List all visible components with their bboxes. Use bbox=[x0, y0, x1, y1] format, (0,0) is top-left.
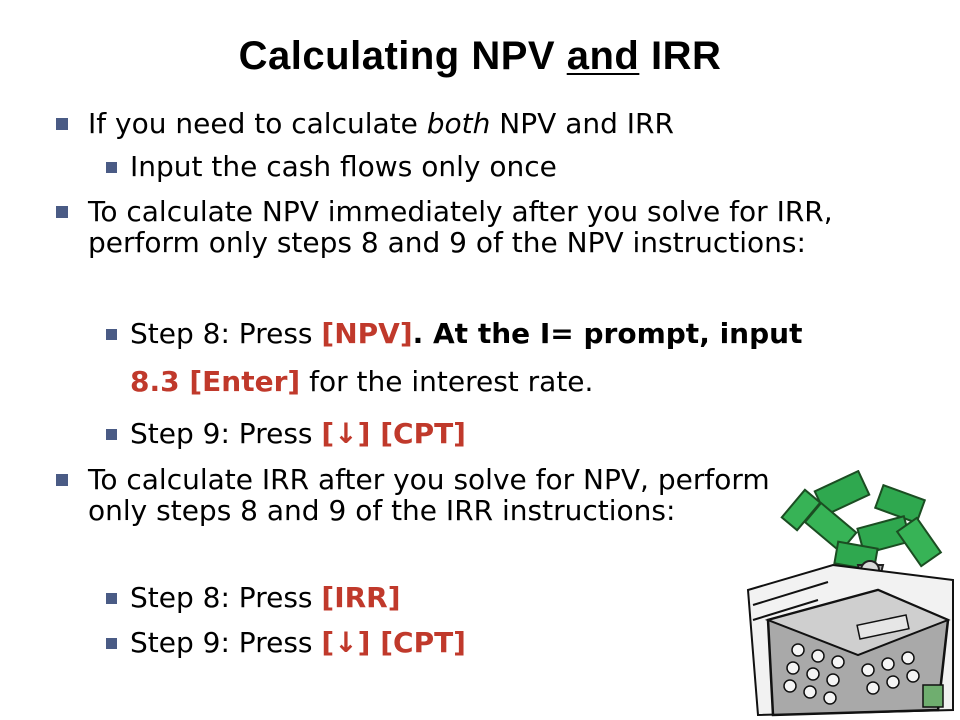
title-underlined-word: and bbox=[566, 34, 640, 78]
square-bullet-icon bbox=[106, 429, 117, 440]
down-arrow-icon: ↓ bbox=[334, 417, 358, 450]
square-bullet-icon bbox=[106, 162, 117, 173]
key-cpt: ] [CPT] bbox=[357, 626, 466, 659]
key-npv: [NPV] bbox=[321, 317, 413, 350]
slide-title bbox=[0, 34, 960, 79]
money-machine-clipart bbox=[738, 470, 960, 720]
square-bullet-icon bbox=[106, 329, 117, 340]
emphasis-both: both bbox=[426, 107, 491, 140]
square-bullet-icon bbox=[56, 118, 68, 130]
title-part-2: IRR bbox=[639, 34, 722, 78]
key-cpt: ] [CPT] bbox=[357, 417, 466, 450]
key-irr: [IRR] bbox=[321, 581, 401, 614]
square-bullet-icon bbox=[56, 206, 68, 218]
square-bullet-icon bbox=[56, 474, 68, 486]
title-part-1: Calculating NPV bbox=[238, 34, 567, 78]
down-arrow-icon: ↓ bbox=[334, 626, 358, 659]
value-8-3-enter: 8.3 [Enter] bbox=[130, 365, 301, 398]
square-bullet-icon bbox=[106, 593, 117, 604]
square-bullet-icon bbox=[106, 638, 117, 649]
